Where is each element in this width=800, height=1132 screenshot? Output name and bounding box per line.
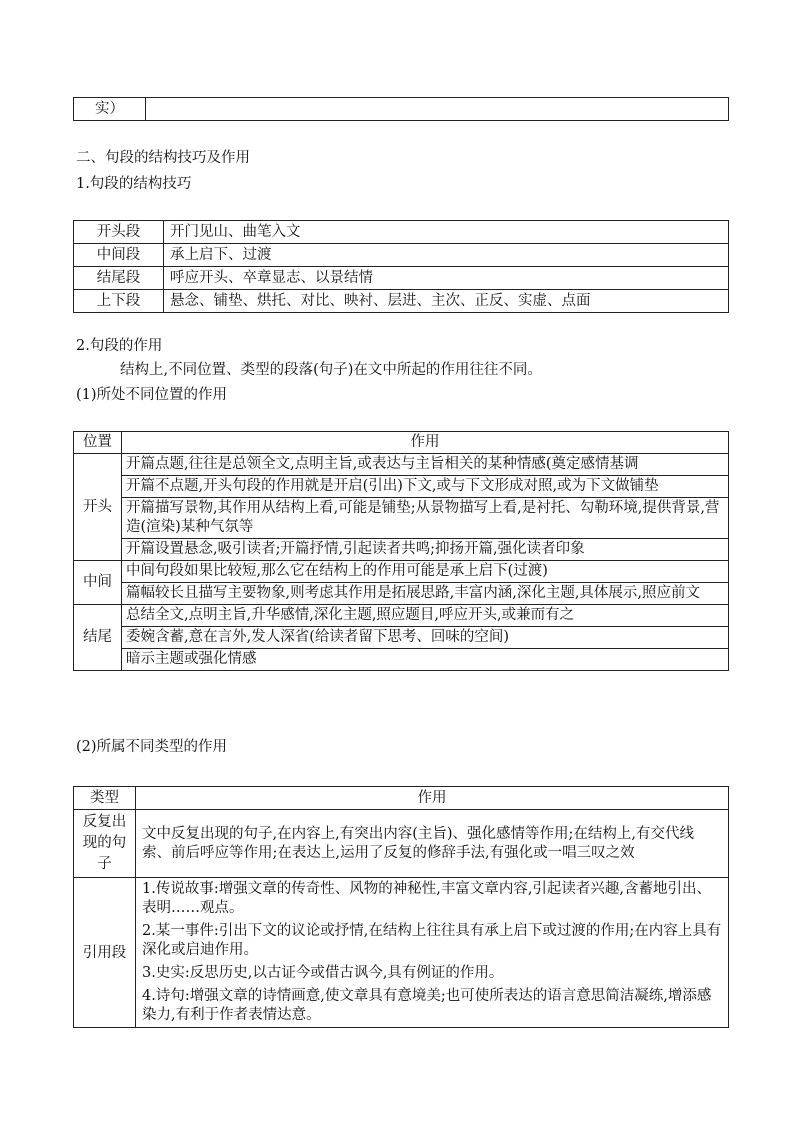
type-table (73, 786, 729, 1028)
position-table (73, 431, 729, 671)
structure-table (73, 220, 729, 313)
table-row (74, 267, 729, 290)
row-text: 呼应开头、卒章显志、以景结情 (164, 267, 729, 290)
top-table (73, 97, 729, 121)
type-item: 4.诗句:增强文章的诗情画意,使文章具有意境美;也可使所表达的语言意思简洁凝练,增添感染力,有利于作者表情达意。 (142, 988, 712, 1023)
intro-paragraph: 结构上,不同位置、类型的段落(句子)在文中所起的作用往往不同。 (120, 362, 542, 378)
top-table-cell-label: 实） (74, 98, 146, 121)
table-header-row (74, 432, 729, 454)
row-text: 暗示主题或强化情感 (122, 649, 729, 671)
group-label-end: 结尾 (74, 605, 122, 671)
table-row (74, 290, 729, 313)
subheading-structure: 1.句段的结构技巧 (76, 176, 192, 192)
row-text (136, 810, 729, 878)
type-label-quote: 引用段 (74, 878, 136, 1028)
table-row (74, 810, 729, 878)
header-function: 作用 (122, 432, 729, 454)
row-text: 总结全文,点明主旨,升华感情,深化主题,照应题目,呼应开头,或兼而有之 (122, 605, 729, 627)
row-text (136, 878, 729, 1028)
row-text: 委婉含蓄,意在言外,发人深省(给读者留下思考、回味的空间) (122, 627, 729, 649)
row-label: 开头段 (74, 221, 164, 244)
table-row (74, 878, 729, 1028)
table-row (74, 539, 729, 561)
type-label-repeat: 反复出现的句子 (74, 810, 136, 878)
header-type: 类型 (74, 787, 136, 810)
table-row (74, 221, 729, 244)
row-label: 结尾段 (74, 267, 164, 290)
type-item: 1.传说故事:增强文章的传奇性、风物的神秘性,丰富文章内容,引起读者兴趣,含蓄地引出、表明……观点。 (142, 881, 712, 916)
row-text: 开篇描写景物,其作用从结构上看,可能是铺垫;从景物描写上看,是衬托、勾勒环境,提供背景,营造(渲染)某种气氛等 (122, 498, 729, 539)
table-row (74, 454, 729, 476)
type-item: 2.某一事件:引出下文的议论或抒情,在结构上往往具有承上启下或过渡的作用;在内容上具有深化或启迪作用。 (142, 923, 722, 958)
header-position: 位置 (74, 432, 122, 454)
table-row (74, 561, 729, 583)
subheading-type: (2)所属不同类型的作用 (76, 739, 228, 755)
row-text: 承上启下、过渡 (164, 244, 729, 267)
section-title: 二、句段的结构技巧及作用 (76, 150, 250, 166)
table-row (74, 476, 729, 498)
row-text: 悬念、铺垫、烘托、对比、映衬、层进、主次、正反、实虚、点面 (164, 290, 729, 313)
row-text: 开篇不点题,开头句段的作用就是开启(引出)下文,或与下文形成对照,或为下文做铺垫 (122, 476, 729, 498)
row-text: 开篇点题,往往是总领全文,点明主旨,或表达与主旨相关的某种情感(奠定感情基调 (122, 454, 729, 476)
row-text: 中间句段如果比较短,那么它在结构上的作用可能是承上启下(过渡) (122, 561, 729, 583)
row-text: 开篇设置悬念,吸引读者;开篇抒情,引起读者共鸣;抑扬开篇,强化读者印象 (122, 539, 729, 561)
subheading-position: (1)所处不同位置的作用 (76, 387, 228, 403)
row-label: 上下段 (74, 290, 164, 313)
top-table-cell-value (146, 98, 729, 121)
type-item: 文中反复出现的句子,在内容上,有突出内容(主旨)、强化感情等作用;在结构上,有交代线索、前后呼应等作用;在表达上,运用了反复的修辞手法,有强化或一唱三叹之效 (142, 825, 695, 861)
group-label-middle: 中间 (74, 561, 122, 605)
type-item: 3.史实:反思历史,以古证今或借古讽今,具有例证的作用。 (142, 965, 504, 981)
row-text: 篇幅较长且描写主要物象,则考虑其作用是拓展思路,丰富内涵,深化主题,具体展示,照应前文 (122, 583, 729, 605)
row-text: 开门见山、曲笔入文 (164, 221, 729, 244)
subheading-function: 2.句段的作用 (76, 338, 163, 354)
table-row (74, 605, 729, 627)
table-row (74, 583, 729, 605)
table-row (74, 627, 729, 649)
row-label: 中间段 (74, 244, 164, 267)
table-row (74, 649, 729, 671)
table-row (74, 244, 729, 267)
table-header-row (74, 787, 729, 810)
header-function: 作用 (136, 787, 729, 810)
group-label-start: 开头 (74, 454, 122, 561)
table-row (74, 498, 729, 539)
